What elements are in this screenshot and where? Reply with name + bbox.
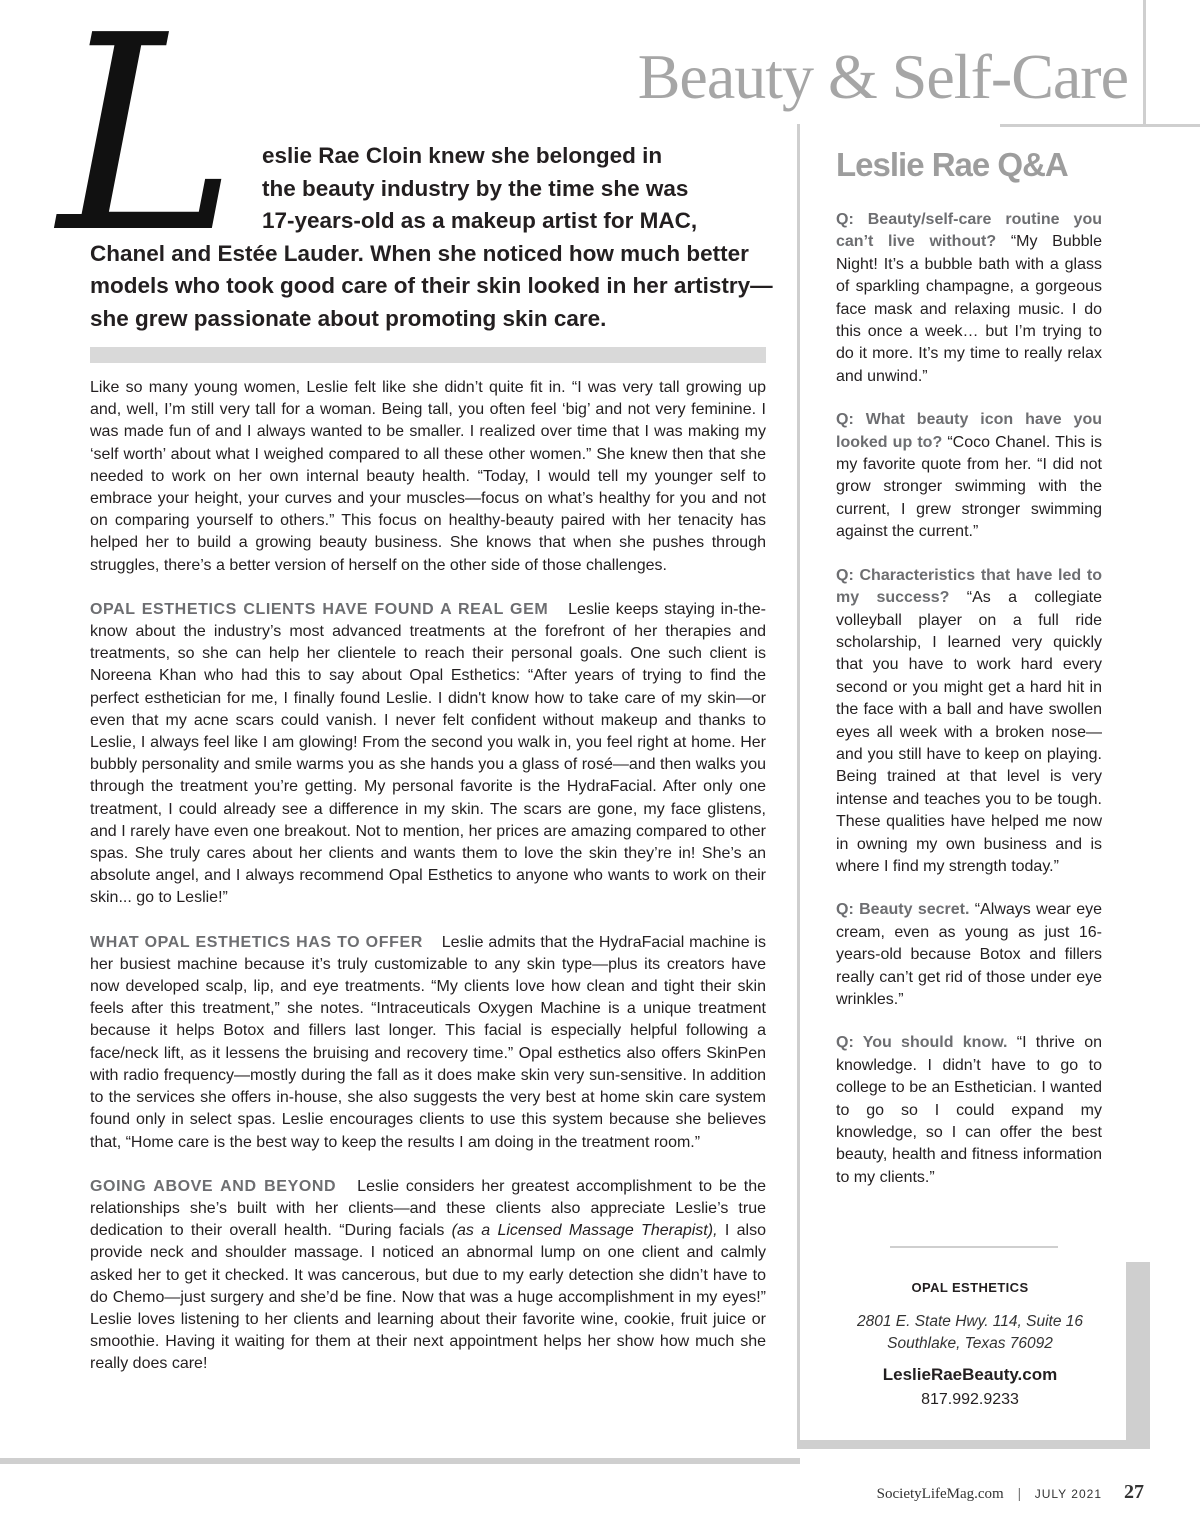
address-line-2: Southlake, Texas 76092 bbox=[887, 1335, 1053, 1352]
business-name: OPAL ESTHETICS bbox=[911, 1280, 1029, 1295]
footer-rule bbox=[0, 1458, 800, 1464]
section-text-beyond-italic: (as a Licensed Massage Therapist), bbox=[451, 1222, 718, 1240]
sidebar-bottom-border bbox=[797, 1440, 1150, 1449]
footer-separator: | bbox=[1017, 1486, 1021, 1502]
sidebar-title: Leslie Rae Q&A bbox=[836, 146, 1068, 183]
right-vertical-frame-line bbox=[1143, 0, 1146, 127]
qa-question: Q: You should know. bbox=[836, 1034, 1008, 1052]
footer-issue: JULY 2021 bbox=[1034, 1487, 1102, 1501]
footer-site[interactable]: SocietyLifeMag.com bbox=[876, 1486, 1004, 1502]
lead-rest: Chanel and Estée Lauder. When she noticed how much better models who took good care of their skin looked in her artistry—she grew passionate about promoting skin care. bbox=[90, 240, 773, 331]
drop-cap: L bbox=[58, 0, 238, 292]
qa-item bbox=[836, 565, 1102, 879]
lead-line-2: the beauty industry by the time she was bbox=[262, 175, 689, 201]
page-footer bbox=[877, 1481, 1144, 1504]
phone-number: 817.992.9233 bbox=[921, 1391, 1019, 1408]
qa-question: Q: Beauty/self-care routine you can’t live without? bbox=[836, 211, 1102, 251]
page-number: 27 bbox=[1124, 1481, 1144, 1503]
qa-answer: “My Bubble Night! It’s a bubble bath with a glass of sparkling champagne, a gorgeous face mask and relaxing music. I do this once a week… but I’m trying to do it more. It’s my time to really relax and unwind.” bbox=[836, 233, 1102, 385]
section-divider-bar bbox=[90, 347, 766, 363]
section-text-offer: Leslie admits that the HydraFacial machine is her busiest machine because it’s truly customizable to any skin type—plus its creators have now developed scalp, lip, and eye treatments. “My clients love how clean and tight their skin feels after this treatment,” she notes. “Intraceuticals Oxygen Machine is a unique treatment because it helps Botox and fillers last longer. This facial is especially helpful following a face/neck lift, as it lessens the bruising and recovery time.” Opal esthetics also offers SkinPen with radio frequency—mostly during the fall as it does make skin very sun-sensitive. In addition to the services she offers in-house, she also suggests the very best at home skin care system found only in select spas. Leslie encourages clients to use this system because she believes that, “Home care is the best way to keep the results I am doing in the treatment room.” bbox=[90, 933, 766, 1151]
qa-item bbox=[836, 409, 1102, 543]
sidebar-left-border bbox=[797, 124, 800, 1449]
section-text-beyond-b: I also provide neck and shoulder massage. I noticed an abnormal lump on one client and calmly asked her to get it checked. It was cancerous, but due to my early detection she didn’t have to do Chemo—just surgery and she’d be fine. Now that was a huge accomplishment in my eyes!” Leslie loves listening to her clients and learning about their favorite wine, cookie, fruit juice or smoothie. Having it waiting for them at their next appointment helps her show how much she really does care! bbox=[90, 1222, 766, 1373]
qa-item bbox=[836, 1032, 1102, 1189]
lead-line-1: eslie Rae Cloin knew she belonged in bbox=[262, 143, 663, 168]
sidebar-right-shadow bbox=[1126, 1262, 1150, 1449]
lead-paragraph bbox=[90, 140, 780, 335]
top-right-frame-line bbox=[1000, 124, 1200, 127]
section-heading-beyond: GOING ABOVE AND BEYOND bbox=[90, 1177, 337, 1195]
section-title: Beauty & Self-Care bbox=[637, 41, 1128, 112]
article-section-beyond bbox=[90, 1176, 766, 1376]
qa-answer: “Always wear eye cream, even as young as just 16-years-old because Botox and fillers really can’t get rid of those under eye wrinkles.” bbox=[836, 901, 1102, 1008]
section-heading-offer: WHAT OPAL ESTHETICS HAS TO OFFER bbox=[90, 933, 423, 951]
qa-answer: “I thrive on knowledge. I didn’t have to go to college to be an Esthetician. I wanted to go so I could expand my knowledge, so I can offer the best beauty, health and fitness information to my clients.” bbox=[836, 1034, 1102, 1186]
article-body bbox=[90, 377, 766, 1398]
qa-item bbox=[836, 899, 1102, 1011]
section-text-beyond-a: Leslie considers her greatest accomplishment to be the relationships she’s built with her clients—and these clients also appreciate Leslie’s true dedication to their overall health. “During facials bbox=[90, 1177, 767, 1240]
qa-question: Q: Beauty secret. bbox=[836, 901, 970, 919]
qa-answer: “Coco Chanel. This is my favorite quote from her. “I did not grow stronger swimming with the current, I grew stronger swimming against the current.” bbox=[836, 433, 1103, 541]
qa-answer: “As a collegiate volleyball player on a full ride scholarship, I learned very quickly that you have to work hard every second or you might get a hard hit in the face with a ball and have swollen eyes all week with a broken nose—and you still have to keep on playing. Being trained at that level is very intense and teaches you to be tough. These qualities have helped me now in owning my own business and is where I find my strength today.” bbox=[836, 589, 1102, 875]
sidebar-divider bbox=[890, 1246, 1058, 1248]
article-paragraph-1: Like so many young women, Leslie felt like she didn’t quite fit in. “I was very tall growing up and, well, I’m still very tall for a woman. Being tall, you often feel ‘big’ and not very feminine. I was made fun of and I always wanted to be smaller. I realized over time that I was making my ‘self worth’ about what I weighed compared to all these other women.” She knew then that she needed to work on her own internal beauty health. “Today, I would tell my younger self to embrace your height, your curves and your muscles—focus on what’s healthy for you and not on comparing yourself to others.” This focus on healthy-beauty paired with her tenacity has helped her to build a growing beauty business. She knows that when she pushes through struggles, there’s a better version of herself on the other side of those challenges. bbox=[90, 379, 766, 574]
contact-block bbox=[820, 1280, 1120, 1409]
article-section-gem bbox=[90, 599, 766, 910]
qa-question: Q: Characteristics that have led to my success? bbox=[836, 566, 1102, 607]
website-link[interactable]: LeslieRaeBeauty.com bbox=[882, 1365, 1058, 1384]
qa-item bbox=[836, 209, 1102, 388]
section-heading-gem: OPAL ESTHETICS CLIENTS HAVE FOUND A REAL GEM bbox=[90, 600, 549, 618]
article-section-offer bbox=[90, 932, 766, 1154]
qa-question: Q: What beauty icon have you looked up to? bbox=[836, 411, 1102, 451]
address-line-1: 2801 E. State Hwy. 114, Suite 16 bbox=[856, 1313, 1084, 1330]
lead-line-3: 17-years-old as a makeup artist for MAC, bbox=[262, 208, 698, 233]
section-text-gem: Leslie keeps staying in-the-know about the industry’s most advanced treatments at the forefront of her therapies and treatments, so she can help her clientele to reach their personal goals. One such client is Noreena Khan who had this to say about Opal Esthetics: “After years of trying to find the perfect esthetician for me, I finally found Leslie. I didn't know how to take care of my skin—or even that my acne scars could vanish. I never felt confident without makeup and thanks to Leslie, I always feel like I am glowing! From the second you walk in, you feel right at home. Her bubbly personality and smile warms you as she hands you a glass of rosé—and then walks you through the treatment you’re getting. My personal favorite is the HydraFacial. After only one treatment, I could already see a difference in my skin. The scars are gone, my face glistens, and I rarely have even one breakout. Not to mention, her prices are amazing compared to other spas. She truly cares about her clients and wants them to love the skin they’re in! She’s an absolute angel, and I always recommend Opal Esthetics to anyone who wants to work on their skin... go to Leslie!” bbox=[90, 600, 767, 907]
qa-list bbox=[836, 209, 1102, 1210]
